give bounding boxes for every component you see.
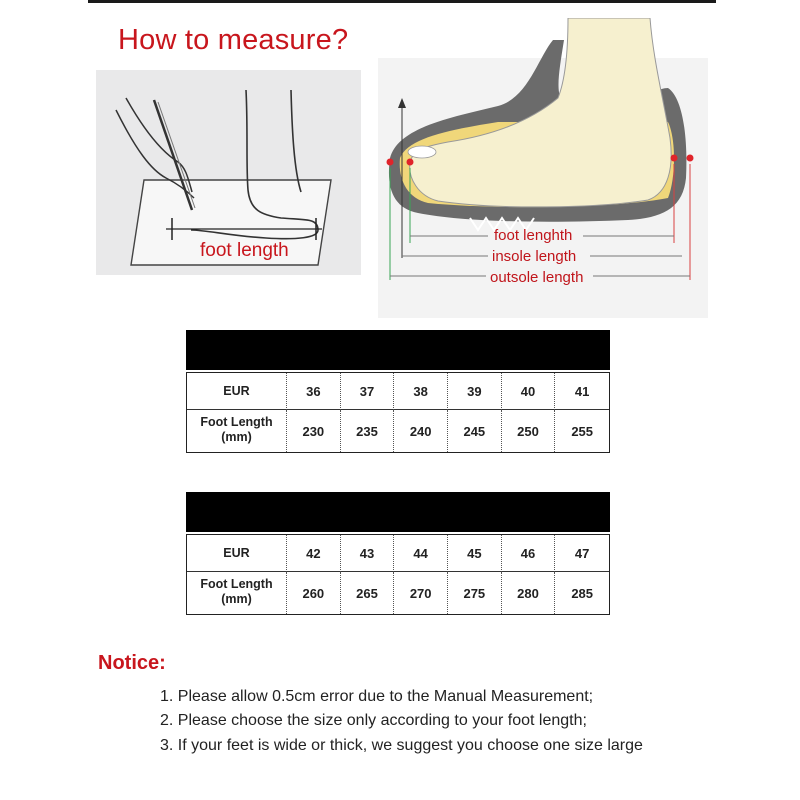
foot-length-value: 255 <box>571 423 594 439</box>
foot-length-header-unit: (mm) <box>221 430 252 444</box>
eur-header: EUR <box>187 373 287 410</box>
eur-size: 45 <box>448 535 502 572</box>
foot-length-value: 250 <box>502 410 556 452</box>
foot-length-value: 270 <box>394 572 448 614</box>
foot-length-header-line: Foot Length <box>200 415 273 429</box>
notice-item: 2. Please choose the size only according to your foot length; <box>160 712 587 729</box>
top-divider <box>88 0 716 3</box>
eur-header: EUR <box>187 535 287 572</box>
size-grid <box>186 534 610 615</box>
notice-item: 1. Please allow 0.5cm error due to the Manual Measurement; <box>160 688 594 705</box>
foot-length-value: 285 <box>571 585 594 601</box>
size-grid <box>186 372 610 453</box>
notice-title: Notice: <box>98 652 166 674</box>
notice-item: 3. If your feet is wide or thick, we suggest you choose one size large <box>160 737 643 754</box>
foot-length-value: 245 <box>448 410 502 452</box>
eur-size: 38 <box>394 373 448 410</box>
foot-length-value: 235 <box>341 410 395 452</box>
foot-length-header-unit: (mm) <box>221 592 252 606</box>
foot-length-header-text <box>200 577 272 607</box>
size-table-1 <box>186 330 610 453</box>
page-title: How to measure? <box>118 24 349 56</box>
foot-length-header <box>187 572 287 614</box>
eur-size: 41 <box>555 373 609 410</box>
eur-size: 39 <box>448 373 502 410</box>
foot-length-label: foot length <box>200 240 289 261</box>
foot-length-value: 265 <box>341 572 395 614</box>
foot-length-value: 230 <box>287 410 341 452</box>
table-header-band <box>186 492 610 532</box>
outsole-length-label: outsole length <box>490 269 584 286</box>
eur-size: 40 <box>502 373 556 410</box>
eur-size: 44 <box>394 535 448 572</box>
foot-length-shoe-label: foot lenghth <box>494 227 573 244</box>
foot-length-header-line: Foot Length <box>200 577 273 591</box>
foot-length-value: 260 <box>287 572 341 614</box>
eur-size: 46 <box>502 535 556 572</box>
foot-length-value: 280 <box>502 572 556 614</box>
eur-size: 42 <box>287 535 341 572</box>
eur-size: 43 <box>341 535 395 572</box>
eur-size: 37 <box>341 373 395 410</box>
insole-length-label: insole length <box>492 248 577 265</box>
foot-length-header-text <box>200 415 272 445</box>
eur-size: 47 <box>555 535 609 572</box>
table-header-band <box>186 330 610 370</box>
foot-length-value: 240 <box>394 410 448 452</box>
size-table-2 <box>186 492 610 615</box>
foot-length-header <box>187 410 287 452</box>
foot-length-value: 275 <box>448 572 502 614</box>
eur-size: 36 <box>287 373 341 410</box>
